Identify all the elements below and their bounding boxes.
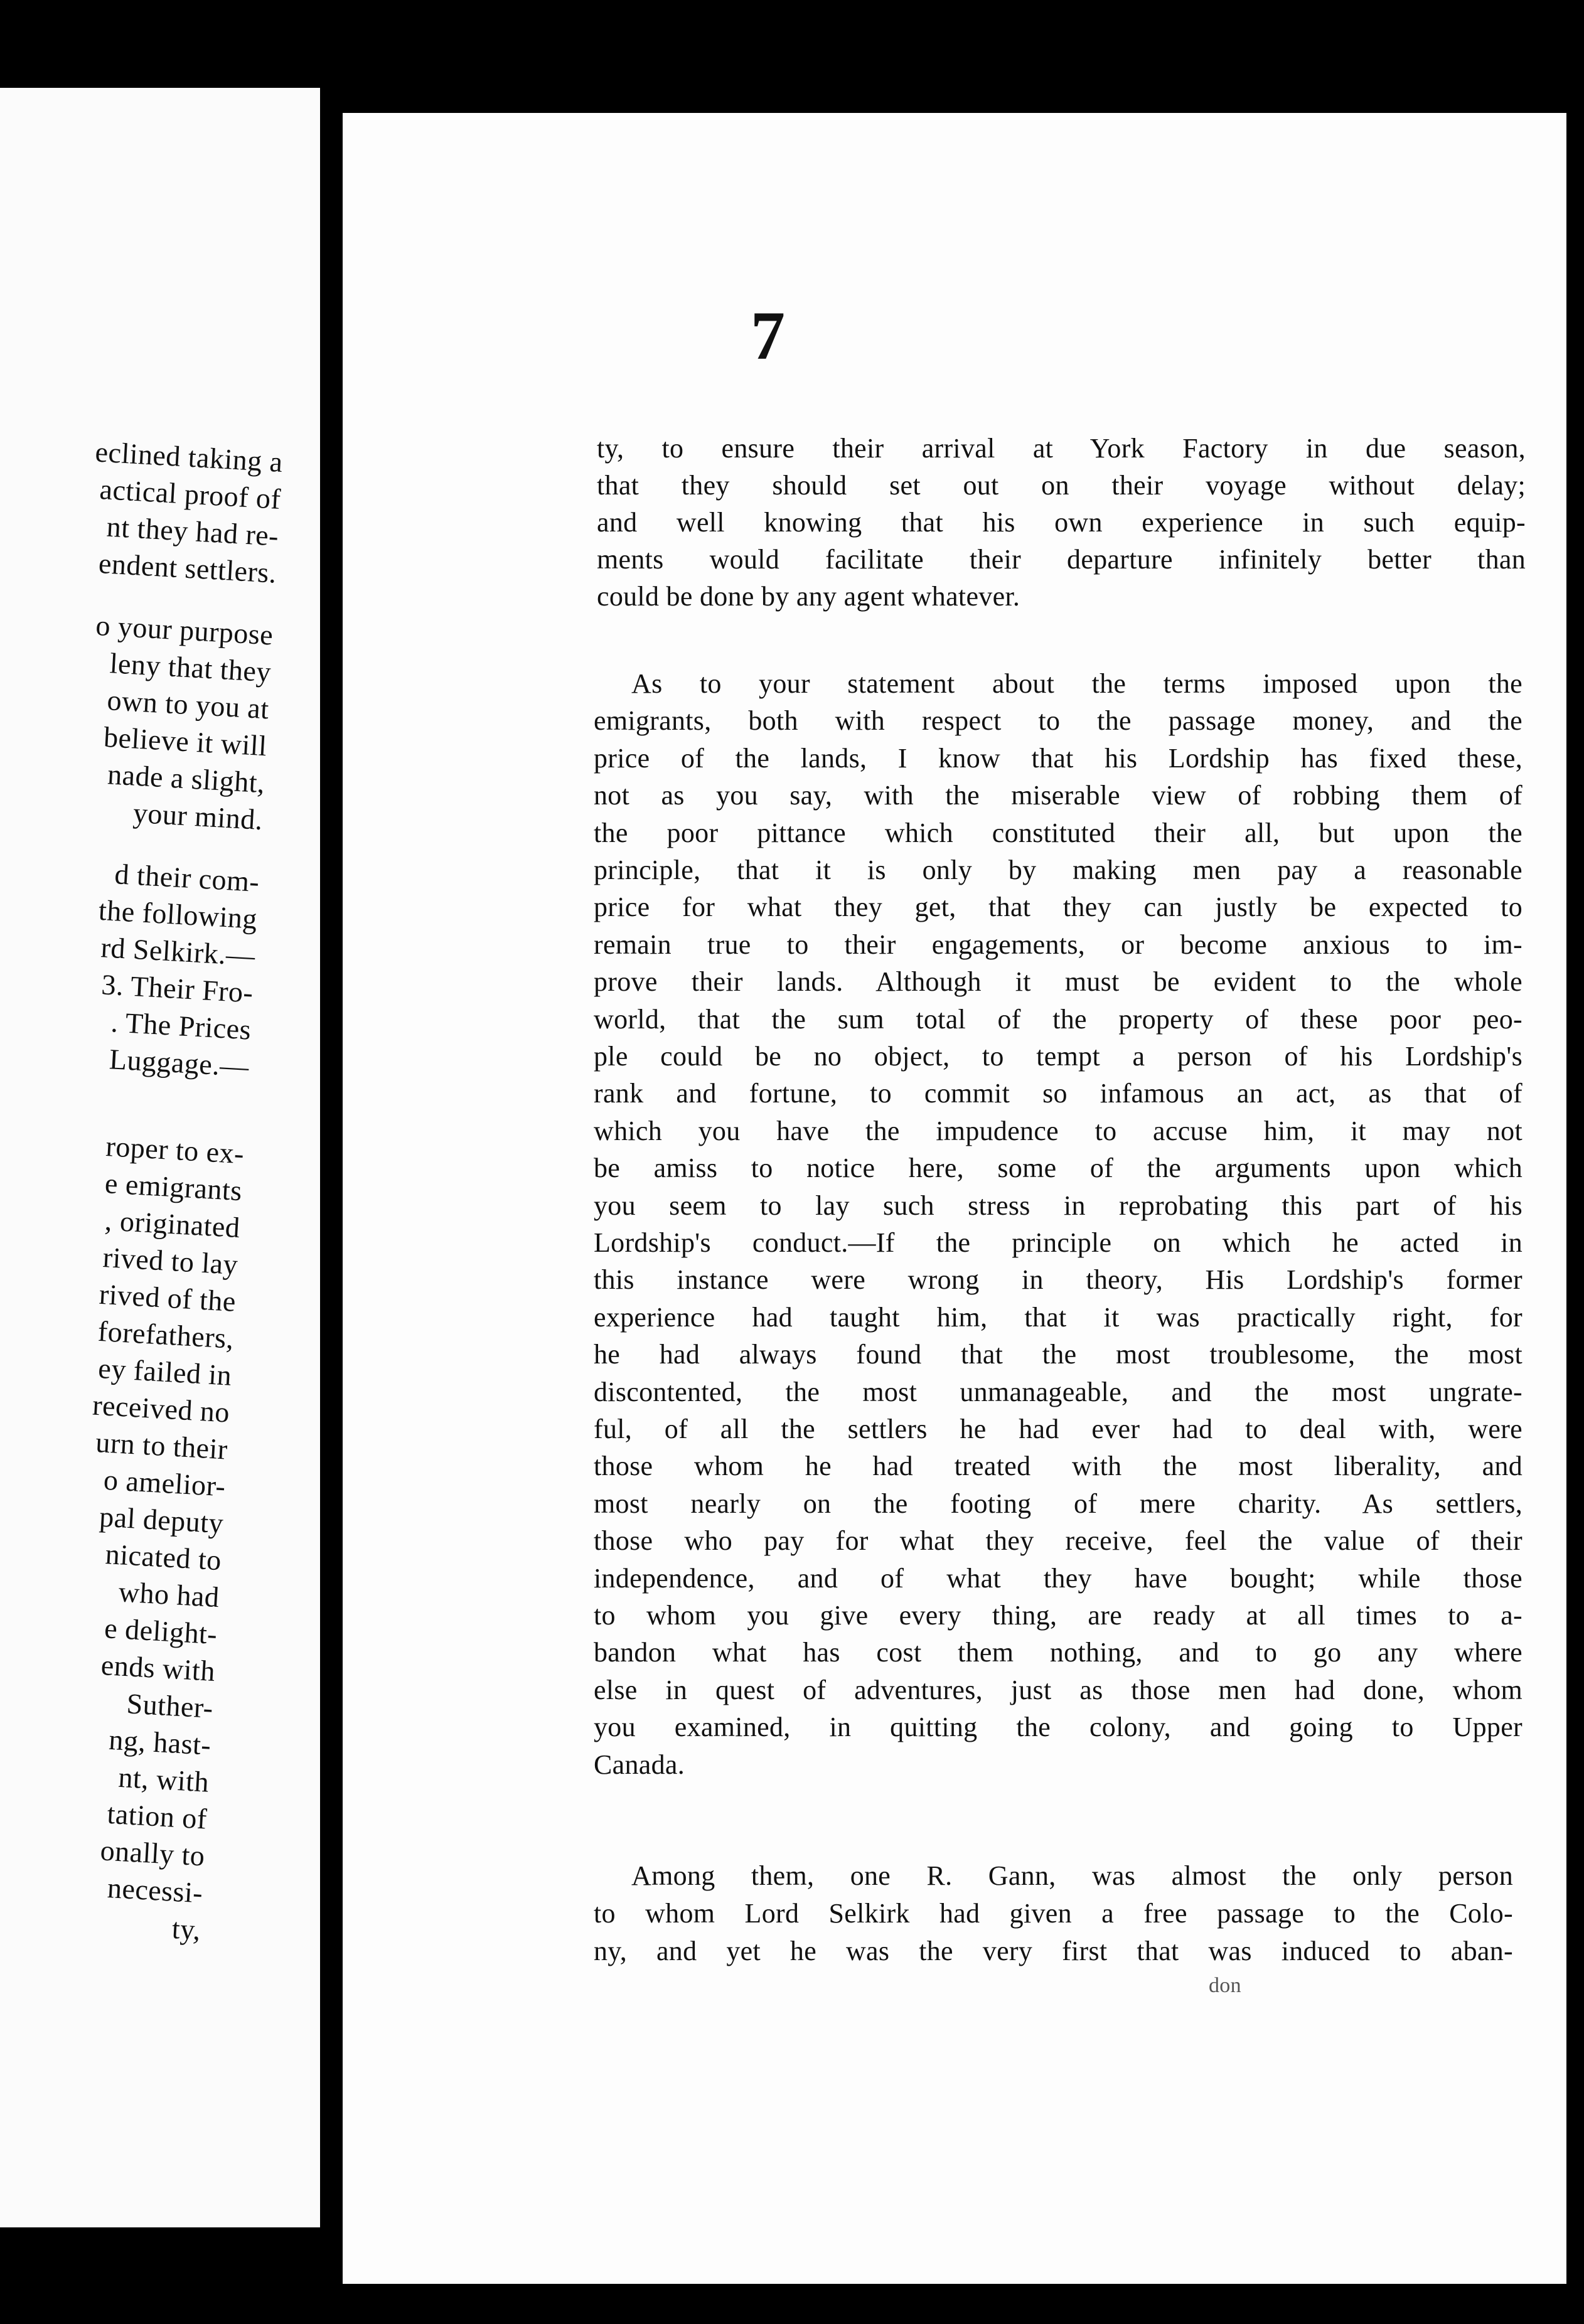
- left-page-line: pal deputy: [99, 1500, 225, 1540]
- left-page-line: onally to: [99, 1834, 206, 1872]
- text-line: those who pay for what they receive, feel the value of their: [594, 1525, 1522, 1557]
- text-line: which you have the impudence to accuse him, it may not: [594, 1115, 1522, 1146]
- left-page-line: Luggage.—: [108, 1043, 250, 1083]
- left-page-line: nicated to: [104, 1538, 223, 1577]
- left-page-line: ng, hast-: [108, 1723, 212, 1761]
- text-line: price for what they get, that they can justly be expected to: [594, 892, 1522, 923]
- text-line: ny, and yet he was the very first that was induced to aban-: [594, 1936, 1513, 1966]
- text-line: to whom Lord Selkirk had given a free passage to the Colo-: [594, 1898, 1513, 1929]
- left-page-line: endent settlers.: [97, 546, 278, 589]
- text-line: principle, that it is only by making men pay a reasonable: [594, 855, 1522, 885]
- text-line: remain true to their engagements, or become anxious to im-: [594, 929, 1522, 960]
- left-page-line: Suther-: [126, 1687, 215, 1724]
- text-line: he had always found that the most troublesome, the most: [594, 1339, 1522, 1370]
- text-line: Lordship's conduct.—If the principle on which he acted in: [594, 1227, 1522, 1258]
- text-line: the poor pittance which constituted their all, but upon the: [594, 817, 1522, 848]
- text-line: As to your statement about the terms imposed upon the: [631, 668, 1522, 699]
- text-line: world, that the sum total of the property of these poor peo-: [594, 1003, 1522, 1035]
- text-line: Among them, one R. Gann, was almost the only person: [631, 1860, 1513, 1891]
- left-page-line: eclined taking a: [94, 435, 284, 479]
- left-page-line: d their com-: [114, 858, 260, 898]
- left-page-line: own to you at: [106, 684, 270, 725]
- left-page-line: ey failed in: [97, 1351, 233, 1392]
- text-line: ty, to ensure their arrival at York Factory in due season,: [597, 433, 1526, 464]
- left-page-line: received no: [92, 1389, 231, 1429]
- text-line: those whom he had treated with the most liberality, and: [594, 1451, 1522, 1482]
- left-page-line: nt they had re-: [105, 510, 280, 552]
- text-line: bandon what has cost them nothing, and to go any where: [594, 1637, 1522, 1668]
- text-line: and well knowing that his own experience in such equip-: [597, 507, 1526, 538]
- left-page-line: rd Selkirk.—: [100, 931, 257, 972]
- catchword: don: [1209, 1974, 1241, 1997]
- text-line: most nearly on the footing of mere charity. As settlers,: [594, 1488, 1522, 1519]
- left-page-line: o your purpose: [95, 609, 274, 651]
- text-line: ful, of all the settlers he had ever had to deal with, were: [594, 1414, 1522, 1444]
- left-page-line: who had: [117, 1575, 220, 1614]
- left-page-line: ends with: [100, 1648, 217, 1688]
- left-page-line: o amelior-: [102, 1463, 227, 1503]
- text-line: emigrants, both with respect to the passage money, and the: [594, 705, 1522, 737]
- left-page-line: e emigrants: [104, 1167, 243, 1207]
- text-line: independence, and of what they have bought; while those: [594, 1562, 1522, 1594]
- text-line: not as you say, with the miserable view of robbing them of: [594, 780, 1522, 811]
- text-line: to whom you give every thing, are ready at all times to a-: [594, 1600, 1522, 1631]
- left-page-line: . The Prices: [110, 1006, 252, 1046]
- text-line: be amiss to notice here, some of the arguments upon which: [594, 1153, 1522, 1184]
- left-page-line: believe it will: [102, 720, 268, 762]
- left-page-line: actical proof of: [99, 472, 282, 515]
- left-page-line: urn to their: [95, 1426, 229, 1466]
- left-page-line: 3. Their Fro-: [100, 968, 254, 1009]
- right-page: [343, 113, 1566, 2284]
- book-gutter: [320, 0, 343, 2324]
- text-line: this instance were wrong in theory, His Lordship's former: [594, 1264, 1522, 1296]
- text-line: you seem to lay such stress in reprobating this part of his: [594, 1190, 1522, 1221]
- left-page-line: ty,: [171, 1912, 202, 1946]
- left-page-line: forefathers,: [97, 1314, 235, 1355]
- text-line: ple could be no object, to tempt a person of his Lordship's: [594, 1041, 1522, 1072]
- left-page-line: e delight-: [104, 1612, 218, 1651]
- left-page-line: , originated: [104, 1204, 241, 1244]
- left-page-line: rived of the: [98, 1277, 237, 1318]
- text-line: that they should set out on their voyage without delay;: [597, 470, 1526, 501]
- text-line: else in quest of adventures, just as those men had done, whom: [594, 1674, 1522, 1705]
- left-page-line: tation of: [106, 1797, 208, 1835]
- text-line: could be done by any agent whatever.: [597, 581, 1020, 612]
- left-page: [0, 88, 320, 2227]
- text-line: ments would facilitate their departure infinitely better than: [597, 544, 1526, 575]
- left-page-line: nt, with: [117, 1761, 210, 1798]
- text-line: Canada.: [594, 1749, 685, 1780]
- left-page-line: roper to ex-: [105, 1130, 245, 1170]
- left-page-line: your mind.: [132, 796, 264, 836]
- left-page-line: rived to lay: [102, 1241, 239, 1281]
- page-number: 7: [751, 297, 785, 374]
- text-line: you examined, in quitting the colony, and going to Upper: [594, 1712, 1522, 1743]
- left-page-line: the following: [97, 893, 259, 935]
- left-page-line: leny that they: [109, 647, 272, 688]
- text-line: price of the lands, I know that his Lordship has fixed these,: [594, 742, 1522, 774]
- text-line: discontented, the most unmanageable, and the most ungrate-: [594, 1376, 1522, 1407]
- left-page-line: necessi-: [106, 1872, 204, 1909]
- text-line: rank and fortune, to commit so infamous an act, as that of: [594, 1078, 1522, 1109]
- text-line: prove their lands. Although it must be evident to the whole: [594, 966, 1522, 998]
- text-line: experience had taught him, that it was practically right, for: [594, 1301, 1522, 1333]
- left-page-line: nade a slight,: [107, 758, 266, 799]
